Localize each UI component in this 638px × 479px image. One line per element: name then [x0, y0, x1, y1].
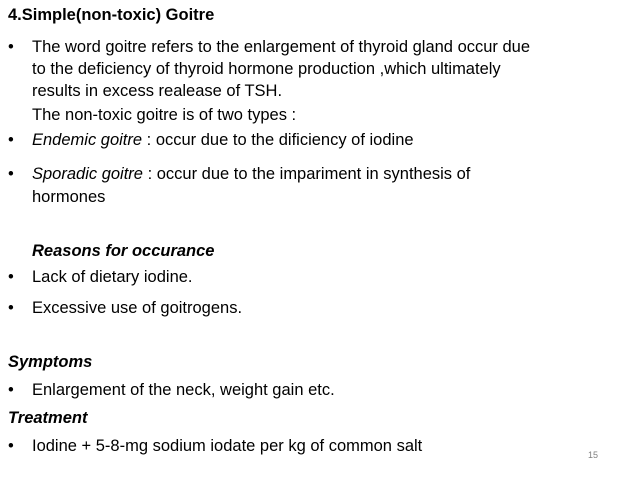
bullet-icon: • — [8, 437, 14, 455]
endemic-desc: : occur due to the dificiency of iodine — [142, 131, 414, 149]
bullet-icon: • — [8, 268, 14, 286]
treatment-item: Iodine + 5-8-mg sodium iodate per kg of common salt — [32, 437, 423, 455]
bullet-icon: • — [8, 131, 14, 149]
sporadic-term: Sporadic goitre — [32, 165, 143, 183]
intro-line-1: The word goitre refers to the enlargement of thyroid gland occur due — [32, 38, 531, 56]
intro-line-2: to the deficiency of thyroid hormone production ,which ultimately — [32, 60, 501, 78]
slide-title: 4.Simple(non-toxic) Goitre — [8, 6, 215, 24]
bullet-icon: • — [8, 299, 14, 317]
treatment-heading: Treatment — [8, 409, 88, 427]
reason-item: Lack of dietary iodine. — [32, 268, 193, 286]
endemic-item — [32, 129, 414, 151]
intro-line-3: results in excess realease of TSH. — [32, 82, 283, 100]
bullet-icon: • — [8, 381, 14, 399]
sporadic-continuation: hormones — [32, 188, 106, 206]
reasons-heading: Reasons for occurance — [32, 242, 215, 260]
page-number: 15 — [587, 450, 598, 460]
reason-item: Excessive use of goitrogens. — [32, 299, 243, 317]
bullet-icon: • — [8, 165, 14, 183]
sporadic-desc: : occur due to the impariment in synthesis of — [142, 165, 471, 183]
types-line: The non-toxic goitre is of two types : — [32, 106, 297, 124]
symptoms-heading: Symptoms — [8, 353, 93, 371]
endemic-term: Endemic goitre — [32, 131, 143, 149]
sporadic-item — [32, 163, 470, 185]
symptom-item: Enlargement of the neck, weight gain etc. — [32, 381, 335, 399]
bullet-icon: • — [8, 38, 14, 56]
